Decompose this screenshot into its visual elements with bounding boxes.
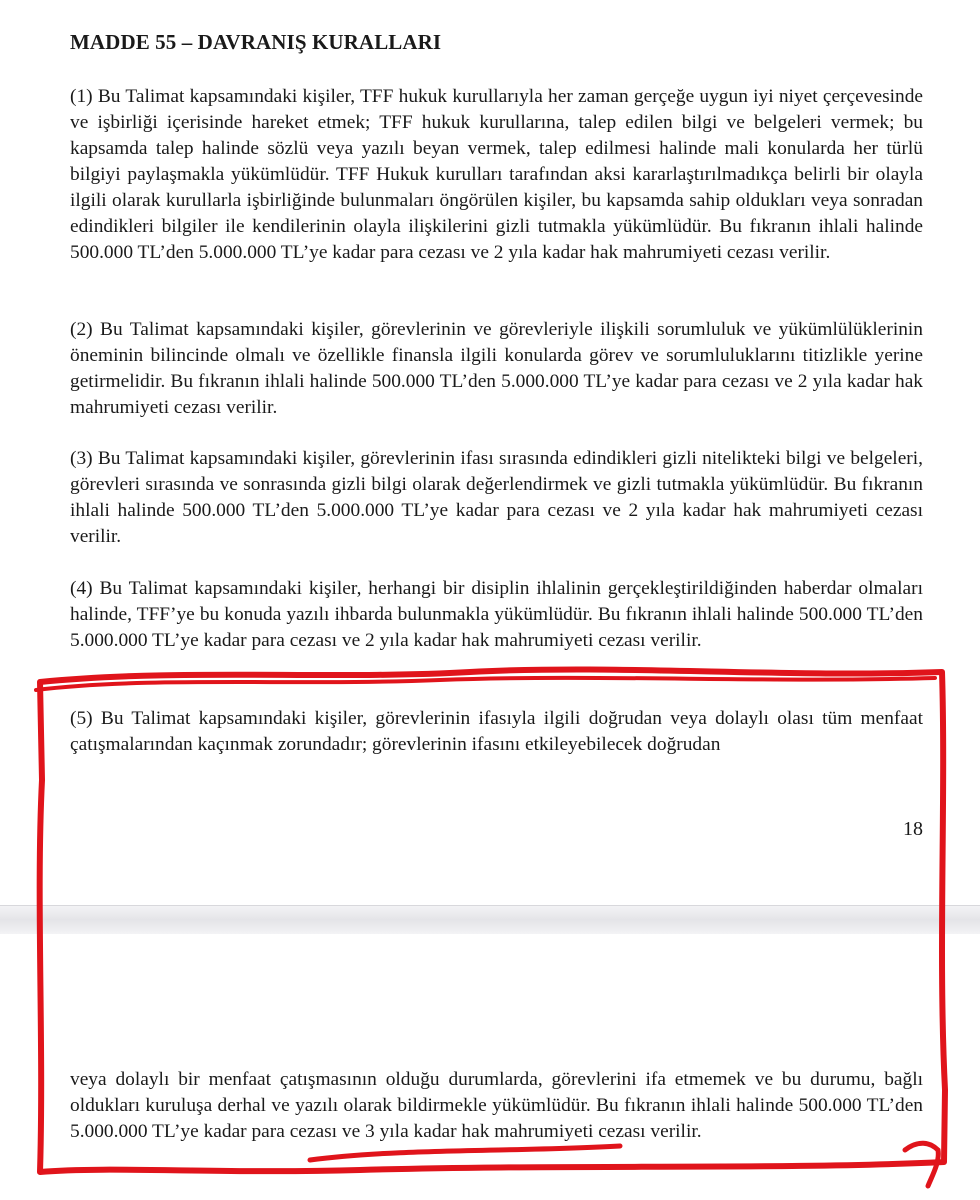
paragraph-2: (2) Bu Talimat kapsamındaki kişiler, görevlerinin ve görevleriyle ilişkili sorumluluk ve yükümlülüklerinin öneminin bilincinde olmalı ve özellikle finansla ilgili konularda görev ve sorumluluklarını titizlikle yerine getirmelidir. Bu fıkranın ihlali halinde 500.000 TL’den 5.000.000 TL’ye kadar para cezası ve 2 yıla kadar hak mahrumiyeti cezası verilir. xyxy=(70,319,923,418)
page-break-separator xyxy=(0,905,980,935)
paragraph-5-continued: veya dolaylı bir menfaat çatışmasının olduğu durumlarda, görevlerini ifa etmemek ve bu durumu, bağlı oldukları kuruluşa derhal ve yazılı olarak bildirmekle yükümlüdür. Bu fıkranın ihlali halinde 500.000 TL’den 5.000.000 TL’ye kadar para cezası ve 3 yıla kadar hak mahrumiyeti cezası verilir. xyxy=(70,1069,923,1142)
paragraph-1: (1) Bu Talimat kapsamındaki kişiler, TFF hukuk kurullarıyla her zaman gerçeğe uygun iyi niyet çerçevesinde ve işbirliği içerisinde hareket etmek; TFF hukuk kurullarına, talep edilen bilgi ve belgeleri vermek; bu kapsamda talep halinde sözlü veya yazılı beyan vermek, talep edilmesi halinde mali konularda her türlü bilgiyi paylaşmakla yükümlüdür. TFF Hukuk kurulları tarafından aksi kararlaştırılmadıkça belirli bir olayla ilgili olarak kurullarla işbirliğinde bulunmaları öngörülen kişiler, bu kapsamda sahip oldukları veya sonradan edindikleri bilgiler ile kendilerinin olayla ilişkilerini gizli tutmakla yükümlüdür. Bu fıkranın ihlali halinde 500.000 TL’den 5.000.000 TL’ye kadar para cezası ve 2 yıla kadar hak mahrumiyeti cezası verilir. xyxy=(70,86,923,263)
paragraph-3: (3) Bu Talimat kapsamındaki kişiler, görevlerinin ifası sırasında edindikleri gizli nitelikteki bilgi ve belgeleri, görevleri sırasında ve sonrasında gizli bilgi olarak değerlendirmek ve gizli tutmakla yükümlüdür. Bu fıkranın ihlali halinde 500.000 TL’den 5.000.000 TL’ye kadar para cezası ve 2 yıla kadar hak mahrumiyeti cezası verilir. xyxy=(70,448,923,547)
paragraph-5-start: (5) Bu Talimat kapsamındaki kişiler, görevlerinin ifasıyla ilgili doğrudan veya dolaylı olası tüm menfaat çatışmalarından kaçınmak zorundadır; görevlerinin ifasını etkileyebilecek doğrudan xyxy=(70,708,923,755)
page-number: 18 xyxy=(903,818,923,840)
paragraph-4: (4) Bu Talimat kapsamındaki kişiler, herhangi bir disiplin ihlalinin gerçekleştirildiğinden haberdar olmaları halinde, TFF’ye bu konuda yazılı ihbarda bulunmakla yükümlüdür. Bu fıkranın ihlali halinde 500.000 TL’den 5.000.000 TL’ye kadar para cezası ve 2 yıla kadar hak mahrumiyeti cezası verilir. xyxy=(70,578,923,651)
article-heading: MADDE 55 – DAVRANIŞ KURALLARI xyxy=(70,30,442,54)
